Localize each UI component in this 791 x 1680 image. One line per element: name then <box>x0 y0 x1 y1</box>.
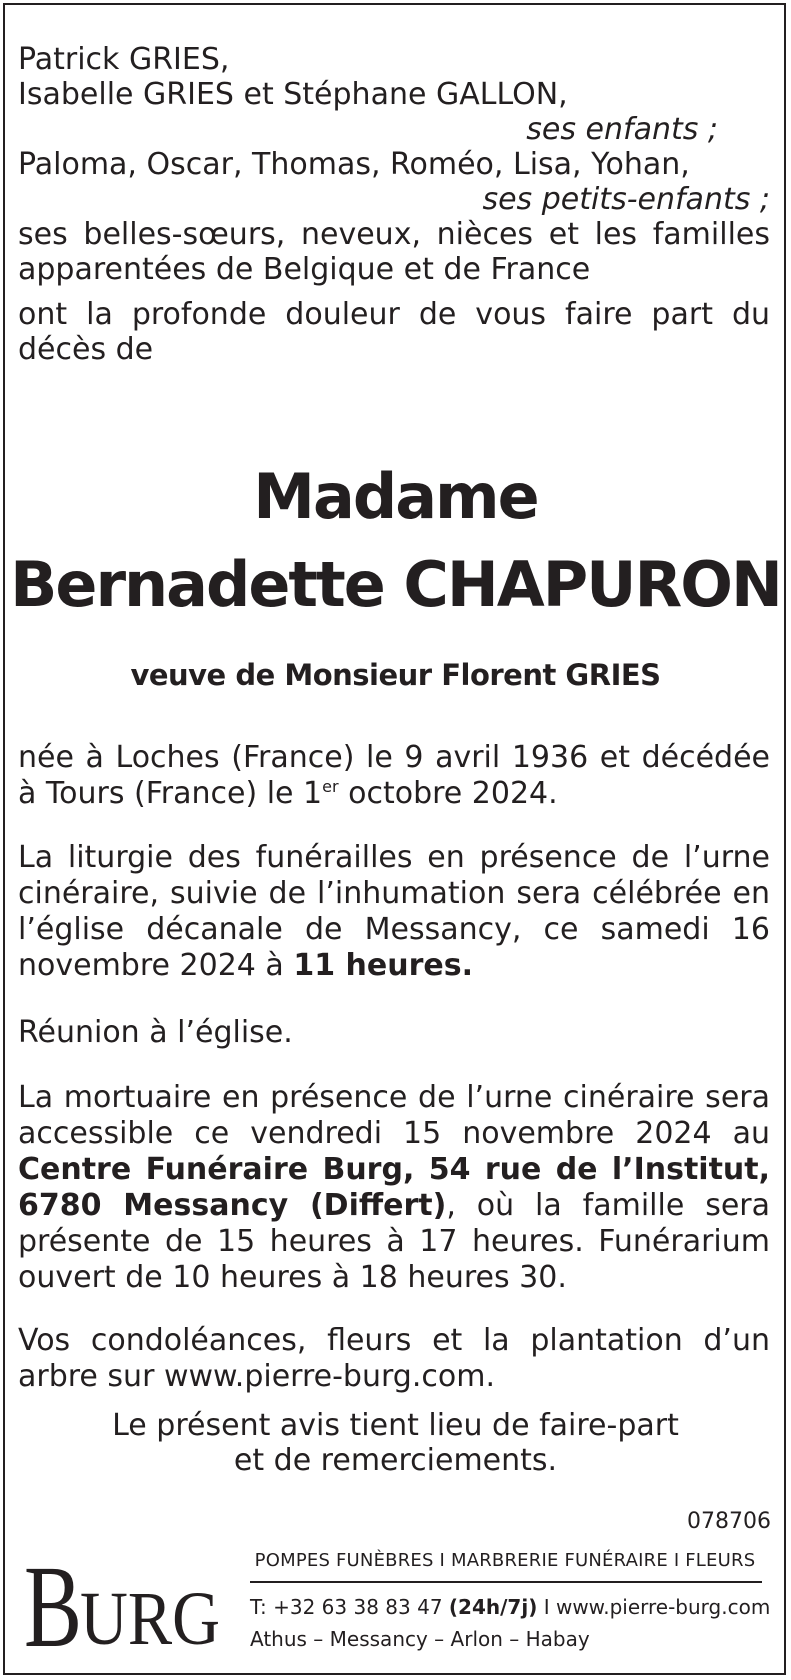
birth-death-paragraph: née à Loches (France) le 9 avril 1936 et décédée à Tours (France) le 1er octobre 2024. <box>18 740 770 811</box>
intro-line-1: ont la profonde douleur de vous faire part du <box>18 297 770 332</box>
grandchildren-line: Paloma, Oscar, Thomas, Roméo, Lisa, Yohan, <box>18 147 690 182</box>
meeting-paragraph: Réunion à l’église. <box>18 1015 293 1050</box>
closing-line-2: et de remerciements. <box>233 1443 558 1478</box>
family-line-2: Isabelle GRIES et Stéphane GALLON, <box>18 77 568 112</box>
services-line: POMPES FUNÈBRES I MARBRERIE FUNÉRAIRE I FLEURS <box>254 1550 756 1571</box>
logo-letter-b: B <box>24 1541 82 1672</box>
contact-line: T: +32 63 38 83 47 (24h/7j) I www.pierre-burg.com <box>250 1595 771 1619</box>
locations-line: Athus – Messancy – Arlon – Habay <box>250 1627 590 1651</box>
condolences-paragraph: Vos condoléances, fleurs et la plantation d’un arbre sur www.pierre-burg.com. <box>18 1323 770 1394</box>
deceased-name: Bernadette CHAPURON <box>10 548 781 621</box>
liturgy-time: 11 heures. <box>293 948 473 983</box>
family-line-1: Patrick GRIES, <box>18 42 230 77</box>
intro-line-2: décès de <box>18 332 154 367</box>
reference-number: 078706 <box>687 1509 771 1534</box>
others-line-1: ses belles-sœurs, neveux, nièces et les familles <box>18 217 770 252</box>
closing-note <box>0 1408 791 1478</box>
children-label: ses enfants ; <box>526 112 718 147</box>
widow-of: veuve de Monsieur Florent GRIES <box>130 658 661 692</box>
mortuary-paragraph: La mortuaire en présence de l’urne cinéraire sera accessible ce vendredi 15 novembre 2024 au Centre Funéraire Burg, 54 rue de l’Institut, 6780 Messancy (Differt), où la famille sera présente de 15 heures à 17 heures. Funérarium ouvert de 10 heures à 18 heures 30. <box>18 1080 770 1295</box>
website-link[interactable]: www.pierre-burg.com <box>555 1595 771 1619</box>
grandchildren-label: ses petits-enfants ; <box>482 182 770 217</box>
liturgy-paragraph: La liturgie des funérailles en présence de l’urne cinéraire, suivie de l’inhumation sera célébrée en l’église décanale de Messancy, ce samedi 16 novembre 2024 à 11 heures. <box>18 840 770 983</box>
burg-logo <box>24 1541 224 1672</box>
mortuary-place: Centre Funéraire Burg, 54 rue de l’Institut, 6780 Messancy (Differt) <box>18 1152 770 1223</box>
others-line-2: apparentées de Belgique et de France <box>18 252 591 287</box>
closing-line-1: Le présent avis tient lieu de faire-part <box>112 1408 679 1443</box>
logo-letters-urg: URG <box>80 1577 220 1661</box>
deceased-title: Madame <box>253 460 538 533</box>
footer-divider <box>250 1581 762 1583</box>
phone-hours: (24h/7j) <box>448 1595 538 1619</box>
phone-number: T: +32 63 38 83 47 <box>250 1595 449 1619</box>
family-list <box>18 42 770 367</box>
